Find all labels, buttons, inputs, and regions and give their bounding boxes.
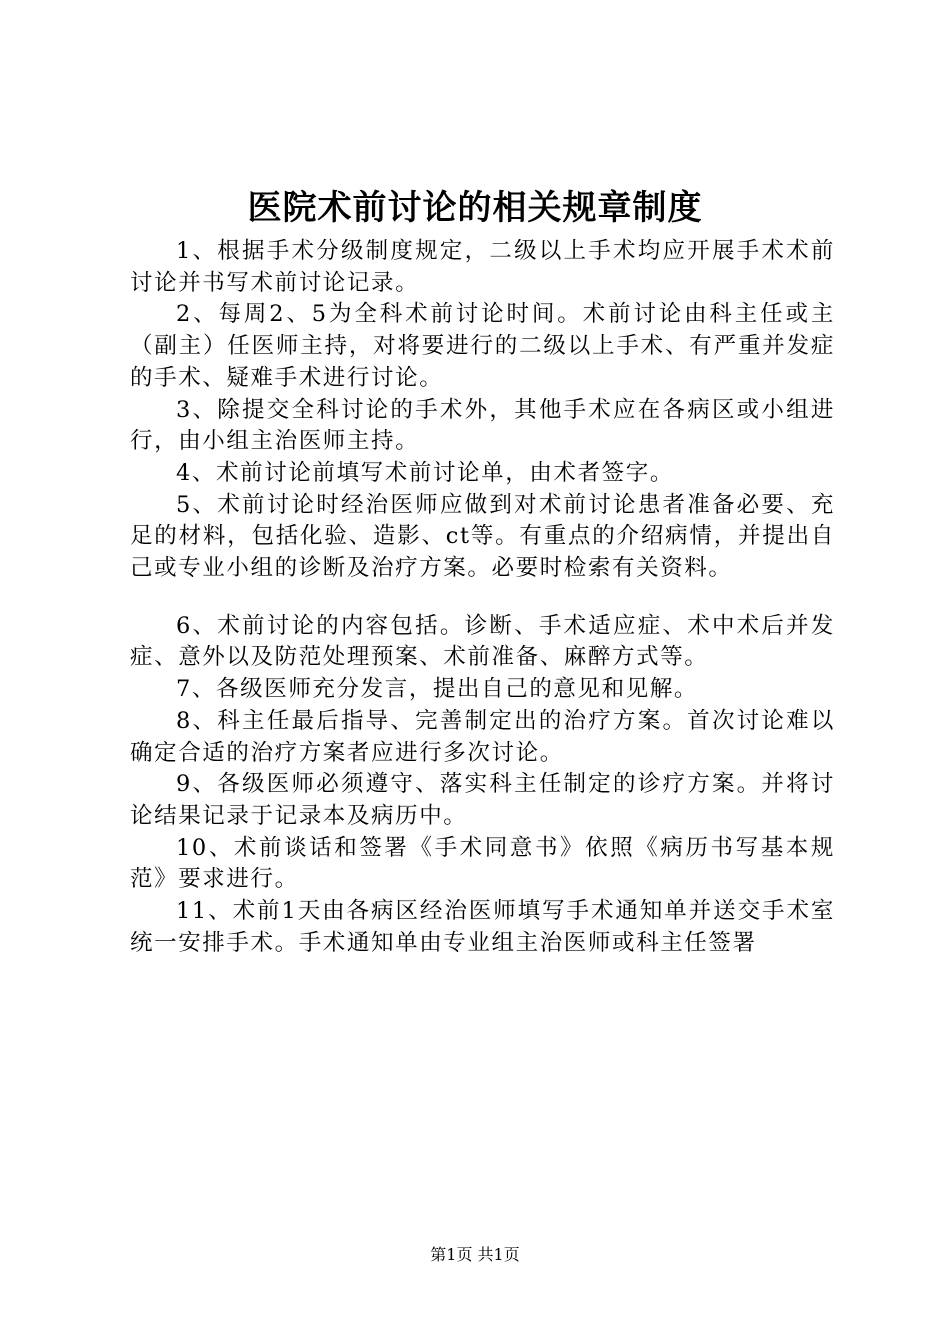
paragraph-5: 5、术前讨论时经治医师应做到对术前讨论患者准备必要、充足的材料，包括化验、造影、ct等。有重点的介绍病情，并提出自己或专业小组的诊断及治疗方案。必要时检索有关资料。	[130, 491, 835, 582]
paragraph-10: 10、术前谈话和签署《手术同意书》依照《病历书写基本规范》要求进行。	[130, 834, 835, 893]
paragraph-9: 9、各级医师必须遵守、落实科主任制定的诊疗方案。并将讨论结果记录于记录本及病历中。	[130, 771, 835, 829]
paragraph-7: 7、各级医师充分发言，提出自己的意见和见解。	[176, 676, 699, 703]
paragraph-1: 1、根据手术分级制度规定，二级以上手术均应开展手术术前讨论并书写术前讨论记录。	[130, 238, 835, 296]
paragraph-4: 4、术前讨论前填写术前讨论单，由术者签字。	[176, 459, 674, 486]
document-title: 医院术前讨论的相关规章制度	[247, 188, 703, 228]
document-body	[130, 236, 835, 959]
page-footer: 第1页 共1页	[430, 1245, 520, 1264]
paragraph-3: 3、除提交全科讨论的手术外，其他手术应在各病区或小组进行，由小组主治医师主持。	[130, 396, 835, 455]
paragraph-2: 2、每周2、5为全科术前讨论时间。术前讨论由科主任或主（副主）任医师主持，对将要进行的二级以上手术、有严重并发症的手术、疑难手术进行讨论。	[130, 301, 835, 391]
paragraph-11: 11、术前1天由各病区经治医师填写手术通知单并送交手术室统一安排手术。手术通知单由专业组主治医师或科主任签署	[130, 898, 835, 956]
paragraph-8: 8、科主任最后指导、完善制定出的治疗方案。首次讨论难以确定合适的治疗方案者应进行多次讨论。	[130, 707, 835, 766]
paragraph-6: 6、术前讨论的内容包括。诊断、手术适应症、术中术后并发症、意外以及防范处理预案、术前准备、麻醉方式等。	[130, 612, 835, 671]
